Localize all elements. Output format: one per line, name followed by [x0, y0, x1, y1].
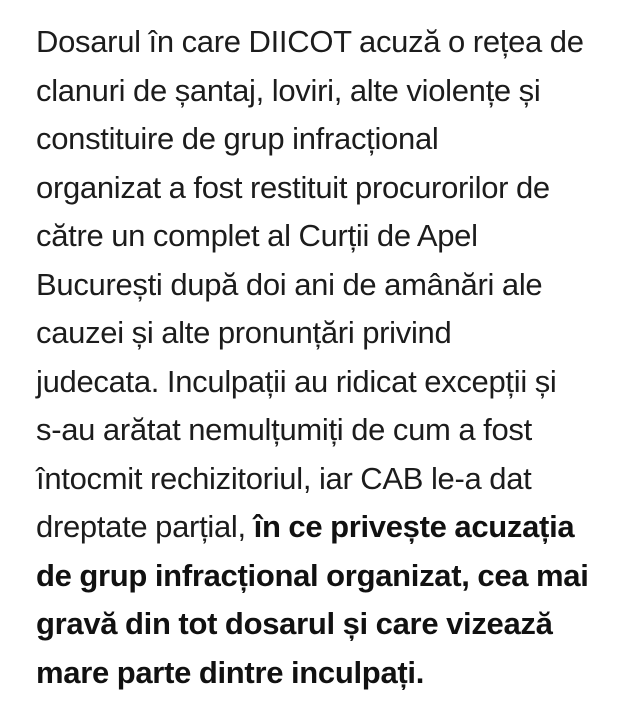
- text-line: Dosarul în care DIICOT acuză o rețea de: [36, 24, 584, 59]
- mixed-text-line: [36, 503, 618, 552]
- text-line: către un complet al Curții de Apel: [36, 218, 478, 253]
- text-line: București după doi ani de amânări ale: [36, 266, 543, 302]
- text-line: organizat a fost restituit procurorilor de: [36, 169, 550, 205]
- text-line: cauzei și alte pronunțări privind: [36, 315, 452, 350]
- regular-text-segment: dreptate parțial,: [36, 509, 254, 544]
- article-paragraph: [36, 18, 618, 697]
- text-line: constituire de grup infracțional: [36, 121, 439, 156]
- text-line: clanuri de șantaj, loviri, alte violențe și: [36, 72, 541, 108]
- text-line: judecata. Inculpații au ridicat excepții și: [36, 363, 557, 399]
- bold-text-segment: în ce privește acuzația: [253, 509, 575, 544]
- bold-text-line: mare parte dintre inculpați.: [36, 654, 425, 690]
- bold-text-line: de grup infracțional organizat, cea mai: [36, 557, 589, 593]
- bold-text-line: gravă din tot dosarul și care vizează: [36, 606, 553, 641]
- text-line: s-au arătat nemulțumiți de cum a fost: [36, 412, 532, 447]
- text-line: întocmit rechizitoriul, iar CAB le-a dat: [36, 460, 532, 496]
